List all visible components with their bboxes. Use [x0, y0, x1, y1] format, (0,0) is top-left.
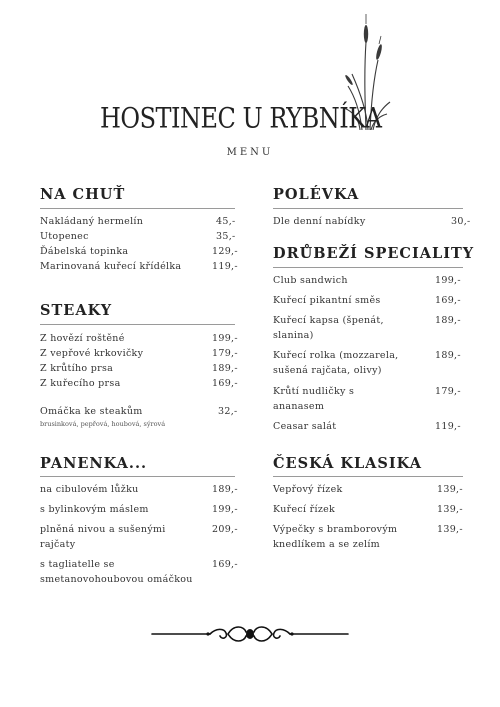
- section-divider: [273, 267, 463, 268]
- menu-item: [273, 522, 463, 552]
- item-name-line: smetanovohoubovou omáčkou: [40, 574, 193, 585]
- menu-item: [40, 557, 238, 587]
- menu-item: [40, 522, 238, 552]
- section-title-ceska-klasika: ČESKÁ KLASIKA: [273, 455, 422, 472]
- section-title-panenka: PANENKA...: [40, 455, 148, 472]
- item-price: 35,-: [216, 231, 236, 242]
- item-price: 199,-: [212, 333, 238, 344]
- item-price: 169,-: [435, 295, 461, 306]
- item-name-line: rajčaty: [40, 539, 76, 550]
- item-name: Nakládaný hermelín: [40, 216, 144, 227]
- item-name: Club sandwich: [273, 275, 348, 286]
- menu-subtitle: MENU: [226, 147, 274, 158]
- ornamental-divider: [150, 622, 350, 646]
- menu-item: [273, 313, 463, 343]
- item-name: s bylinkovým máslem: [40, 504, 149, 515]
- item-name: Z vepřové krkovičky: [40, 348, 144, 359]
- item-name-line: s tagliatelle se: [40, 559, 115, 570]
- item-name-line: plněná nivou a sušenými: [40, 524, 166, 535]
- item-price: 199,-: [212, 504, 238, 515]
- item-price: 119,-: [435, 421, 461, 432]
- item-name-line: sušená rajčata, olivy): [273, 365, 382, 376]
- section-divider: [273, 208, 463, 209]
- item-price: 139,-: [437, 484, 463, 495]
- item-price: 139,-: [437, 504, 463, 515]
- item-name-line: knedlíkem a se zelím: [273, 539, 380, 550]
- section-divider: [273, 476, 463, 477]
- menu-item: [273, 348, 463, 378]
- item-price: 199,-: [435, 275, 461, 286]
- item-name: Ďábelská topinka: [40, 246, 129, 257]
- item-name: na cibulovém lůžku: [40, 484, 139, 495]
- item-name: Ceasar salát: [273, 421, 337, 432]
- sauce-options-note: brusinková, pepřová, houbová, sýrová: [40, 420, 166, 428]
- item-price: 189,-: [212, 484, 238, 495]
- item-name-line: Výpečky s bramborovým: [273, 524, 398, 535]
- item-price: 169,-: [212, 559, 238, 570]
- section-divider: [40, 476, 235, 477]
- item-price: 189,-: [212, 363, 238, 374]
- item-price: 209,-: [212, 524, 238, 535]
- item-price: 179,-: [212, 348, 238, 359]
- section-divider: [40, 324, 235, 325]
- item-name: Vepřový řízek: [273, 484, 343, 495]
- section-title-steaky: STEAKY: [40, 302, 113, 319]
- section-title-na-chut: NA CHUŤ: [40, 186, 126, 203]
- item-name: Kuřecí pikantní směs: [273, 295, 381, 306]
- item-price: 32,-: [218, 406, 238, 417]
- item-price: 129,-: [212, 246, 238, 257]
- restaurant-name: HOSTINEC U RYBNÍKA: [100, 102, 382, 135]
- item-name: Z kuřecího prsa: [40, 378, 121, 389]
- item-price: 169,-: [212, 378, 238, 389]
- section-title-drubezi-speciality: DRŮBEŽÍ SPECIALITY: [273, 245, 475, 262]
- item-name: Z krůtího prsa: [40, 363, 114, 374]
- item-name: Omáčka ke steakům: [40, 406, 143, 417]
- item-name: Utopenec: [40, 231, 89, 242]
- item-name-line: Kuřecí kapsa (špenát,: [273, 315, 384, 326]
- item-name: Marinovaná kuřecí křídélka: [40, 261, 182, 272]
- item-name: Z hovězí roštěné: [40, 333, 125, 344]
- item-name-line: ananasem: [273, 401, 325, 412]
- item-price: 139,-: [437, 524, 463, 535]
- section-title-polevka: POLÉVKA: [273, 186, 360, 203]
- item-price: 119,-: [212, 261, 238, 272]
- item-price: 189,-: [435, 350, 461, 361]
- item-name-line: slanina): [273, 330, 314, 341]
- item-name: Dle denní nabídky: [273, 216, 366, 227]
- item-price: 45,-: [216, 216, 236, 227]
- item-name: Kuřecí řízek: [273, 504, 336, 515]
- item-name-line: Kuřecí rolka (mozzarela,: [273, 350, 399, 361]
- item-price: 30,-: [451, 216, 471, 227]
- item-price: 189,-: [435, 315, 461, 326]
- item-name-line: Krůtí nudličky s: [273, 386, 355, 397]
- section-divider: [40, 208, 235, 209]
- menu-item: [273, 384, 463, 414]
- item-price: 179,-: [435, 386, 461, 397]
